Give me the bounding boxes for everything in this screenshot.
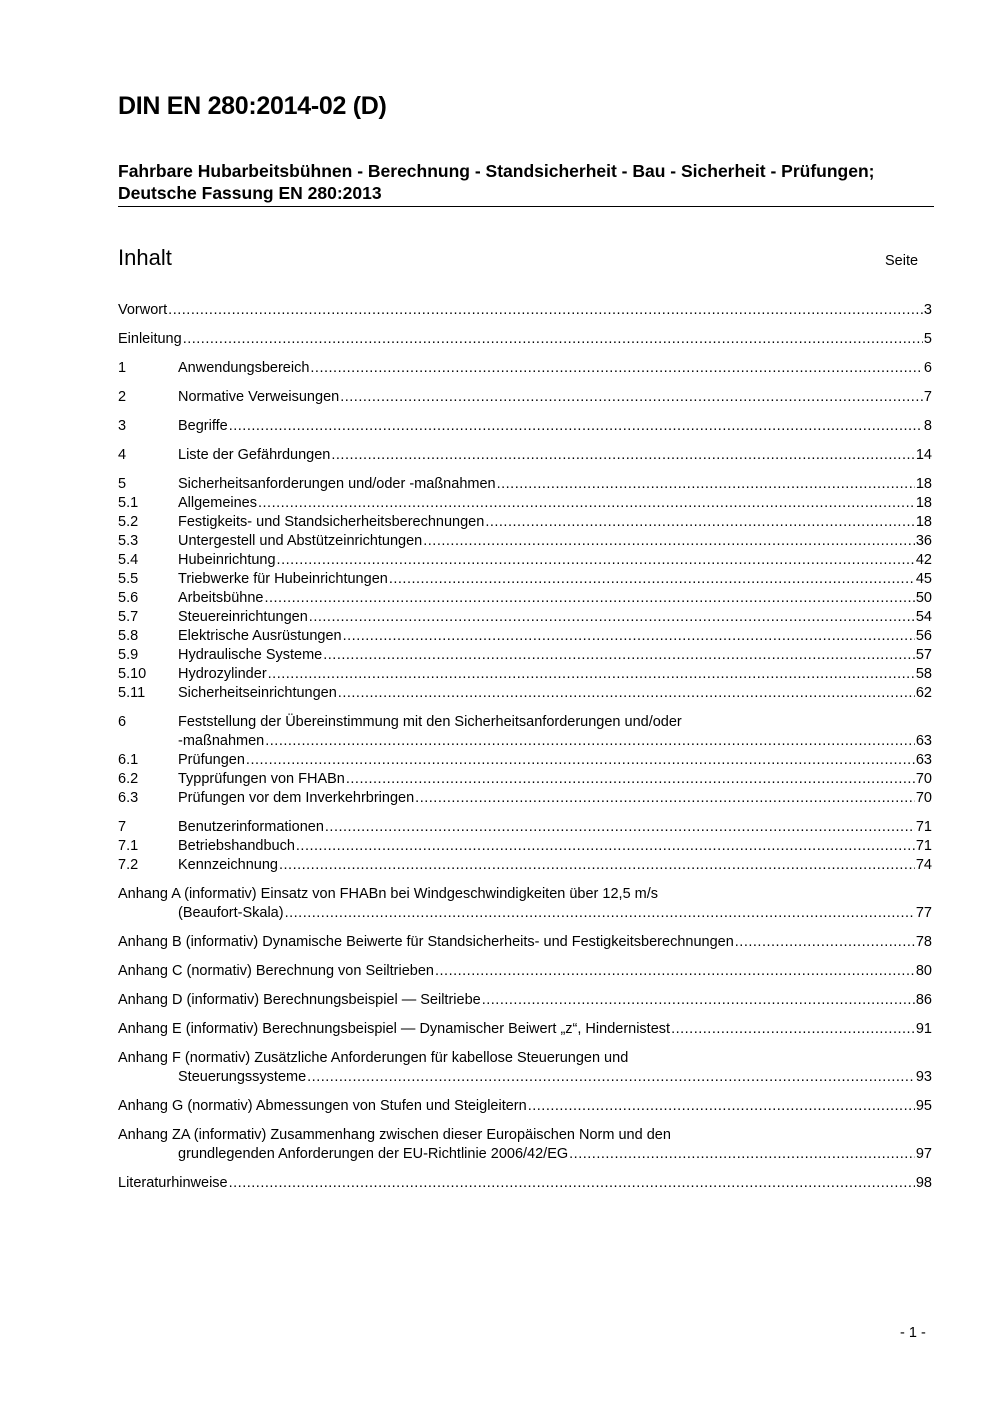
- toc-leader-dots: [325, 818, 915, 837]
- toc-entry-title-line1: Feststellung der Übereinstimmung mit den Sicherheitsanforderungen und/oder: [178, 714, 682, 730]
- toc-entry-page: 7: [923, 389, 932, 405]
- annex-type: (informativ): [185, 934, 259, 950]
- toc-entry-title: Typprüfungen von FHABn: [178, 771, 345, 787]
- title-divider: [118, 206, 934, 207]
- toc-leader-dots: [343, 627, 915, 646]
- toc-annex-entry[interactable]: [118, 962, 932, 981]
- toc-entry-title: Arbeitsbühne: [178, 590, 264, 606]
- toc-page-label: Seite: [885, 253, 919, 269]
- toc-entry-page: 57: [915, 647, 932, 663]
- toc-leader-dots: [735, 933, 915, 952]
- toc-entry[interactable]: [118, 684, 932, 703]
- toc-entry-continuation[interactable]: [118, 732, 932, 751]
- toc-entry-title: -maßnahmen: [178, 733, 265, 749]
- toc-entry-number: 7.2: [118, 857, 139, 873]
- toc-entry-title: Hydrozylinder: [178, 666, 267, 682]
- toc-entry-number: 5.1: [118, 495, 139, 511]
- toc-leader-dots: [331, 446, 915, 465]
- toc-leader-dots: [229, 1174, 915, 1193]
- toc-entry[interactable]: [118, 417, 932, 436]
- toc-leader-dots: [482, 991, 915, 1010]
- toc-leader-dots: [497, 475, 915, 494]
- literature-title: Literaturhinweise: [118, 1175, 228, 1191]
- annex-page: 93: [915, 1069, 932, 1085]
- toc-entry-page: 36: [915, 533, 932, 549]
- toc-annex-entry[interactable]: [118, 1020, 932, 1039]
- toc-entry-title: Kennzeichnung: [178, 857, 278, 873]
- toc-entry-title: Normative Verweisungen: [178, 389, 340, 405]
- toc-entry-page: 71: [915, 838, 932, 854]
- toc-entry[interactable]: [118, 837, 932, 856]
- toc-leader-dots: [310, 359, 923, 378]
- annex-type: (informativ): [185, 1021, 259, 1037]
- toc-entry[interactable]: [118, 856, 932, 875]
- annex-row[interactable]: [118, 991, 932, 1010]
- toc-entry-page: 14: [915, 447, 932, 463]
- annex-label: Anhang C: [118, 963, 183, 979]
- document-subtitle: Fahrbare Hubarbeitsbühnen - Berechnung - Standsicherheit - Bau - Sicherheit - Prüfungen; Deutsche Fassung EN 280:2013: [118, 161, 875, 203]
- annex-page: 80: [915, 963, 932, 979]
- annex-label: Anhang F: [118, 1050, 181, 1066]
- annex-label: Anhang ZA: [118, 1127, 190, 1143]
- toc-entry[interactable]: [118, 627, 932, 646]
- toc-leader-dots: [268, 665, 915, 684]
- toc-entry[interactable]: [118, 532, 932, 551]
- toc-entry-number: 5: [118, 476, 127, 492]
- page-number: - 1 -: [900, 1325, 926, 1341]
- toc-entry-title: Triebwerke für Hubeinrichtungen: [178, 571, 388, 587]
- toc-entry[interactable]: [118, 475, 932, 494]
- annex-row[interactable]: [118, 1097, 932, 1116]
- toc-leader-dots: [346, 770, 915, 789]
- annex-type: (normativ): [186, 963, 252, 979]
- annex-row[interactable]: [118, 933, 932, 952]
- literature-page: 98: [915, 1175, 932, 1191]
- toc-entry[interactable]: [118, 570, 932, 589]
- toc-entry-page: 3: [923, 302, 932, 318]
- toc-entry-title: Sicherheitsanforderungen und/oder -maßnahmen: [178, 476, 496, 492]
- toc-entry-page: 5: [923, 331, 932, 347]
- toc-heading: Inhalt: [118, 245, 172, 270]
- toc-literature-entry[interactable]: [118, 1174, 932, 1193]
- annex-type: (informativ): [186, 992, 260, 1008]
- toc-entry-title: Begriffe: [178, 418, 228, 434]
- toc-leader-dots: [265, 732, 915, 751]
- toc-entry[interactable]: [118, 665, 932, 684]
- annex-title: (Beaufort-Skala): [178, 905, 284, 921]
- toc-leader-dots: [389, 570, 915, 589]
- toc-entry-title: Vorwort: [118, 302, 168, 318]
- toc-entry-title: Untergestell und Abstützeinrichtungen: [178, 533, 423, 549]
- toc-entry-number: 5.4: [118, 552, 139, 568]
- toc-leader-dots: [246, 751, 915, 770]
- toc-annex-entry[interactable]: [118, 1097, 932, 1116]
- annex-title: Steuerungssysteme: [178, 1069, 307, 1085]
- annex-heading: [118, 962, 434, 981]
- toc-entry[interactable]: [118, 301, 932, 320]
- toc-entry-title: Anwendungsbereich: [178, 360, 310, 376]
- toc-entry[interactable]: [118, 494, 932, 513]
- toc-entry-title: Benutzerinformationen: [178, 819, 324, 835]
- toc-entry-number: 7.1: [118, 838, 139, 854]
- toc-leader-dots: [285, 904, 915, 923]
- toc-leader-dots: [183, 330, 923, 349]
- toc-entry-number: 6.3: [118, 790, 139, 806]
- toc-leader-dots: [423, 532, 915, 551]
- toc-entry-title: Allgemeines: [178, 495, 257, 511]
- toc-leader-dots: [309, 608, 915, 627]
- document-title: DIN EN 280:2014-02 (D): [118, 92, 387, 120]
- toc-entry-page: 42: [915, 552, 932, 568]
- toc-leader-dots: [307, 1068, 915, 1087]
- toc-entry-number: 5.8: [118, 628, 139, 644]
- toc-entry-title: Betriebshandbuch: [178, 838, 295, 854]
- toc-entry-number: 5.9: [118, 647, 139, 663]
- table-of-contents: [118, 301, 932, 1193]
- annex-label: Anhang G: [118, 1098, 184, 1114]
- toc-leader-dots: [296, 837, 915, 856]
- toc-entry[interactable]: [118, 713, 932, 751]
- annex-continuation[interactable]: [118, 1068, 932, 1087]
- toc-entry[interactable]: [118, 446, 932, 465]
- toc-entry-number: 5.5: [118, 571, 139, 587]
- annex-page: 91: [915, 1021, 932, 1037]
- toc-annex-entry[interactable]: [118, 1126, 932, 1164]
- annex-title: Berechnung von Seiltrieben: [255, 963, 434, 979]
- toc-entry-number: 4: [118, 447, 127, 463]
- toc-entry-page: 62: [915, 685, 932, 701]
- toc-entry[interactable]: [118, 359, 932, 378]
- toc-annex-entry[interactable]: [118, 933, 932, 952]
- annex-page: 97: [915, 1146, 932, 1162]
- toc-leader-dots: [229, 417, 923, 436]
- annex-title-line1: Zusammenhang zwischen dieser Europäischen Norm und den: [270, 1127, 671, 1143]
- annex-label: Anhang E: [118, 1021, 182, 1037]
- annex-type: (informativ): [184, 886, 257, 902]
- toc-entry[interactable]: [118, 789, 932, 808]
- toc-entry-title: Prüfungen: [178, 752, 245, 768]
- toc-entry-title: Elektrische Ausrüstungen: [178, 628, 342, 644]
- toc-entry[interactable]: [118, 513, 932, 532]
- toc-leader-dots: [264, 589, 914, 608]
- toc-entry[interactable]: [118, 770, 932, 789]
- toc-entry-number: 5.10: [118, 666, 147, 682]
- toc-leader-dots: [279, 856, 915, 875]
- toc-entry-page: 50: [915, 590, 932, 606]
- toc-entry-page: 6: [923, 360, 932, 376]
- toc-annex-entry[interactable]: [118, 1049, 932, 1087]
- toc-entry-page: 74: [915, 857, 932, 873]
- toc-leader-dots: [671, 1020, 915, 1039]
- toc-entry[interactable]: [118, 608, 932, 627]
- toc-entry-number: 7: [118, 819, 127, 835]
- toc-leader-dots: [340, 388, 923, 407]
- annex-heading: [118, 933, 734, 952]
- annex-label: Anhang D: [118, 992, 183, 1008]
- annex-page: 77: [915, 905, 932, 921]
- toc-entry[interactable]: [118, 388, 932, 407]
- toc-entry[interactable]: [118, 646, 932, 665]
- toc-entry-page: 58: [915, 666, 932, 682]
- toc-entry[interactable]: [118, 751, 932, 770]
- toc-leader-dots: [168, 301, 923, 320]
- toc-entry-number: 6.1: [118, 752, 139, 768]
- toc-leader-dots: [415, 789, 915, 808]
- toc-entry-page: 70: [915, 790, 932, 806]
- toc-entry-page: 18: [915, 476, 932, 492]
- toc-entry-title: Einleitung: [118, 331, 182, 347]
- toc-entry[interactable]: [118, 551, 932, 570]
- annex-page: 78: [915, 934, 932, 950]
- toc-entry-page: 18: [915, 495, 932, 511]
- annex-continuation[interactable]: [118, 1145, 932, 1164]
- toc-entry-number: 1: [118, 360, 127, 376]
- annex-page: 95: [915, 1098, 932, 1114]
- toc-entry-page: 8: [923, 418, 932, 434]
- toc-leader-dots: [277, 551, 915, 570]
- toc-entry-number: 3: [118, 418, 127, 434]
- annex-title-line1: Zusätzliche Anforderungen für kabellose Steuerungen und: [254, 1050, 629, 1066]
- annex-type: (informativ): [193, 1127, 267, 1143]
- toc-entry[interactable]: [118, 818, 932, 837]
- annex-title: Berechnungsbeispiel — Seiltriebe: [263, 992, 481, 1008]
- toc-entry[interactable]: [118, 589, 932, 608]
- annex-heading: [118, 991, 481, 1010]
- toc-entry-number: 5.2: [118, 514, 139, 530]
- annex-title: grundlegenden Anforderungen der EU-Richtlinie 2006/42/EG: [178, 1146, 569, 1162]
- toc-leader-dots: [258, 494, 915, 513]
- toc-entry-number: 2: [118, 389, 127, 405]
- annex-title: Dynamische Beiwerte für Standsicherheits- und Festigkeitsberechnungen: [262, 934, 734, 950]
- toc-entry-page: 45: [915, 571, 932, 587]
- toc-entry-page: 18: [915, 514, 932, 530]
- toc-entry-page: 63: [915, 752, 932, 768]
- toc-entry-title: Festigkeits- und Standsicherheitsberechnungen: [178, 514, 485, 530]
- annex-heading: [118, 1097, 527, 1116]
- toc-entry-title: Hydraulische Systeme: [178, 647, 323, 663]
- annex-title: Berechnungsbeispiel — Dynamischer Beiwert „z“, Hindernistest: [262, 1021, 671, 1037]
- annex-row[interactable]: [118, 962, 932, 981]
- toc-entry-title: Prüfungen vor dem Inverkehrbringen: [178, 790, 415, 806]
- toc-entry-title: Steuereinrichtungen: [178, 609, 308, 625]
- toc-leader-dots: [338, 684, 915, 703]
- toc-annex-entry[interactable]: [118, 885, 932, 923]
- annex-page: 86: [915, 992, 932, 1008]
- toc-leader-dots: [569, 1145, 915, 1164]
- annex-heading: [118, 1020, 670, 1039]
- annex-title-line1: Einsatz von FHABn bei Windgeschwindigkeiten über 12,5 m/s: [260, 886, 659, 902]
- annex-type: (normativ): [187, 1098, 253, 1114]
- toc-entry-number: 5.3: [118, 533, 139, 549]
- toc-leader-dots: [528, 1097, 915, 1116]
- toc-entry-number: 6: [118, 714, 127, 730]
- toc-entry-title: Liste der Gefährdungen: [178, 447, 331, 463]
- toc-annex-entry[interactable]: [118, 991, 932, 1010]
- annex-row[interactable]: [118, 1020, 932, 1039]
- toc-entry-title: Hubeinrichtung: [178, 552, 276, 568]
- toc-entry-page: 70: [915, 771, 932, 787]
- toc-entry-title: Sicherheitseinrichtungen: [178, 685, 337, 701]
- annex-label: Anhang B: [118, 934, 182, 950]
- toc-entry[interactable]: [118, 330, 932, 349]
- toc-entry-number: 6.2: [118, 771, 139, 787]
- toc-leader-dots: [323, 646, 915, 665]
- toc-entry-page: 56: [915, 628, 932, 644]
- toc-entry-number: 5.11: [118, 685, 146, 701]
- annex-title: Abmessungen von Stufen und Steigleitern: [255, 1098, 527, 1114]
- toc-leader-dots: [485, 513, 915, 532]
- toc-entry-page: 63: [915, 733, 932, 749]
- annex-type: (normativ): [184, 1050, 251, 1066]
- toc-entry-page: 54: [915, 609, 932, 625]
- toc-entry-page: 71: [915, 819, 932, 835]
- annex-continuation[interactable]: [118, 904, 932, 923]
- toc-entry-number: 5.7: [118, 609, 139, 625]
- annex-label: Anhang A: [118, 886, 181, 902]
- toc-leader-dots: [435, 962, 915, 981]
- toc-entry-number: 5.6: [118, 590, 139, 606]
